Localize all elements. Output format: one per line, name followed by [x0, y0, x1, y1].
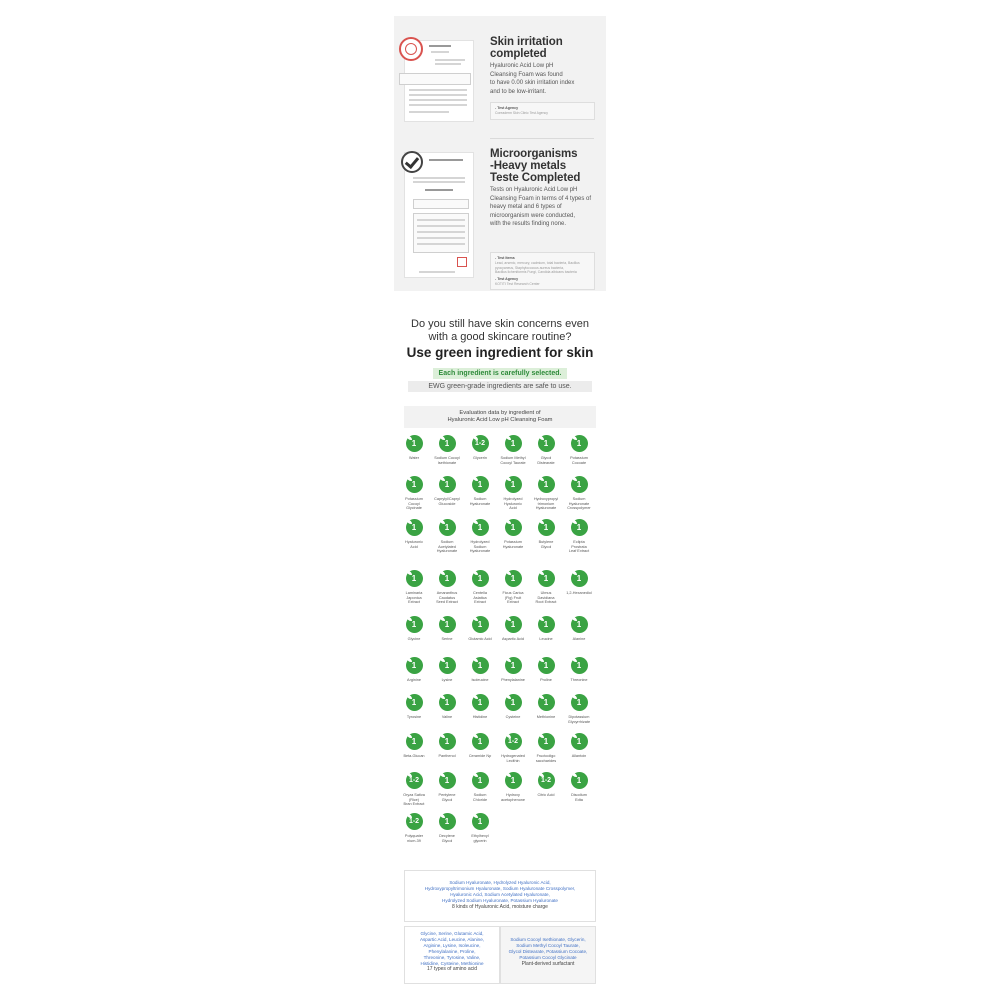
ingredient-name: Methionine — [536, 715, 556, 719]
ingredient-name: Ceramide Np — [468, 754, 492, 758]
ingredient-name: 1,2-Hexanediol — [566, 591, 592, 595]
caption: Plant-derived surfactant — [521, 960, 575, 967]
leaf-icon — [407, 571, 412, 575]
ingredient-item — [466, 616, 494, 642]
leaf-icon — [506, 658, 511, 662]
leaf-icon — [407, 436, 412, 440]
ewg-grade-badge: 1 — [472, 570, 489, 587]
leaf-icon — [407, 477, 412, 481]
ewg-grade-badge: 1 — [439, 435, 456, 452]
leaf-icon — [407, 520, 412, 524]
ingredient-name: Panthenol — [438, 754, 456, 758]
ingredient-name: Hydrolyzed Sodium Hyaluronate — [469, 540, 491, 554]
leaf-icon — [473, 571, 478, 575]
ewg-grade-badge: 1 — [538, 733, 555, 750]
ewg-grade-badge: 1 — [406, 616, 423, 633]
ingredient-item — [565, 657, 593, 683]
ingredient-item — [532, 772, 560, 798]
ingredient-item — [499, 570, 527, 605]
ingredient-name: Hydrogenated Lecithin — [501, 754, 525, 763]
ingredient-item — [565, 694, 593, 724]
leaf-icon — [407, 814, 412, 818]
ingredient-item — [565, 435, 593, 465]
ingredient-name: Glycerin — [473, 456, 487, 460]
microorganisms-test — [394, 138, 606, 291]
leaf-icon — [506, 734, 511, 738]
ewg-grade-badge: 1 — [505, 657, 522, 674]
leaf-icon — [407, 617, 412, 621]
ingredient-name: Sodium Acetylated Hyaluronate — [436, 540, 458, 554]
ingredient-name: Sodium Hyaluronate — [469, 497, 491, 506]
leaf-icon — [440, 658, 445, 662]
leaf-icon — [440, 814, 445, 818]
leaf-icon — [539, 695, 544, 699]
ewg-grade-badge: 1 — [505, 519, 522, 536]
leaf-icon — [572, 617, 577, 621]
leaf-icon — [506, 773, 511, 777]
ingredient-item — [499, 519, 527, 549]
ingredient-name: Leucine — [539, 637, 553, 641]
highlight-ewg: EWG green-grade ingredients are safe to use. — [408, 381, 592, 392]
ingredient-item — [499, 435, 527, 465]
ingredient-name: Disodium Edta — [571, 793, 587, 802]
ingredient-name: Pentylene Glycol — [438, 793, 456, 802]
ewg-grade-badge: 1 — [406, 570, 423, 587]
ingredient-name: Ethylhexyl glycerin — [471, 834, 489, 843]
leaf-icon — [440, 734, 445, 738]
leaf-icon — [572, 477, 577, 481]
ingredient-item — [433, 813, 461, 843]
ingredient-item — [433, 570, 461, 605]
grid-title: Evaluation data by ingredient of Hyaluronic Acid Low pH Cleansing Foam — [404, 406, 596, 428]
leaf-icon — [473, 734, 478, 738]
ingredient-grid — [404, 406, 596, 862]
leaf-icon — [440, 773, 445, 777]
ewg-grade-badge: 1-2 — [406, 772, 423, 789]
ingredient-item — [400, 813, 428, 843]
irritation-report-image — [404, 40, 474, 122]
ingredient-name: Arginine — [407, 678, 421, 682]
ingredient-name: Sodium Chloride — [472, 793, 488, 802]
ingredient-name: Hyaluronic Acid — [405, 540, 423, 549]
leaf-icon — [539, 617, 544, 621]
ewg-grade-badge: 1 — [439, 694, 456, 711]
ingredient-item — [466, 813, 494, 843]
ingredient-item — [532, 570, 560, 605]
page-column — [394, 0, 606, 1000]
leaf-icon — [440, 477, 445, 481]
leaf-icon — [473, 773, 478, 777]
ewg-grade-badge: 1 — [505, 476, 522, 493]
ewg-grade-badge: 1 — [439, 519, 456, 536]
leaf-icon — [572, 658, 577, 662]
ewg-grade-badge: 1 — [538, 570, 555, 587]
ewg-grade-badge: 1-2 — [472, 435, 489, 452]
test-title: Microorganisms -Heavy metals Teste Completed — [490, 148, 581, 184]
ingredient-item — [466, 657, 494, 683]
ingredient-name: Eclipta Prostrata Leaf Extract — [568, 540, 590, 554]
test-results-panel — [394, 16, 606, 291]
test-description: Tests on Hyaluronic Acid Low pH Cleansing Foam in terms of 4 types of heavy metal and 6 types of microorganism were conducted, with the results finding none. — [490, 187, 592, 228]
ingredient-item — [532, 733, 560, 763]
ewg-grade-badge: 1 — [538, 657, 555, 674]
ewg-grade-badge: 1 — [406, 694, 423, 711]
leaf-icon — [473, 477, 478, 481]
ingredient-item — [565, 733, 593, 759]
ewg-grade-badge: 1 — [538, 519, 555, 536]
ingredient-name: Water — [409, 456, 419, 460]
leaf-icon — [440, 571, 445, 575]
ewg-grade-badge: 1 — [439, 772, 456, 789]
ingredient-item — [433, 519, 461, 554]
leaf-icon — [473, 436, 478, 440]
ewg-grade-badge: 1 — [505, 616, 522, 633]
ingredient-name: Amaranthus Caudatus Seed Extract — [436, 591, 458, 605]
ewg-grade-badge: 1 — [439, 733, 456, 750]
leaf-icon — [407, 658, 412, 662]
question-line: with a good skincare routine? — [428, 331, 572, 343]
ewg-grade-badge: 1 — [406, 519, 423, 536]
leaf-icon — [506, 520, 511, 524]
ingredient-name: Allantoin — [571, 754, 587, 758]
leaf-icon — [539, 520, 544, 524]
certification-stamp-icon — [399, 37, 423, 61]
test-title: Skin irritation completed — [490, 36, 563, 60]
ingredient-item — [466, 435, 494, 461]
ewg-grade-badge: 1 — [472, 813, 489, 830]
ingredient-item — [400, 772, 428, 807]
seal-icon — [457, 257, 467, 267]
ingredient-name: Centella Asiatica Extract — [473, 591, 487, 605]
question-line: Do you still have skin concerns even — [411, 318, 589, 330]
ingredient-item — [466, 519, 494, 554]
caption: 17 types of amino acid — [426, 966, 478, 973]
leaf-icon — [539, 773, 544, 777]
ingredient-name: Butylene Glycol — [538, 540, 554, 549]
amino-acid-box: Glycine, Serine, Glutamic Acid, Aspartic Acid, Leucine, Alanine, Arginine, Lysine, Isoleucine, Phenylalanine, Proline, Threonine, Tyrosine, Valine, Histidine, Cysteine, Methionine 17 types of amino acid — [404, 926, 500, 984]
ingredient-item — [499, 694, 527, 720]
headline: Use green ingredient for skin — [406, 345, 594, 360]
plant-surfactant-box: Sodium Cocoyl Isethionate, Glycerin, Sodium Methyl Cocoyl Taurate, Glycol Distearate, Potassium Cocoate, Potassium Cocoyl Glycinate Plant-derived surfactant — [500, 926, 596, 984]
ewg-grade-badge: 1 — [472, 772, 489, 789]
leaf-icon — [440, 695, 445, 699]
ingredient-item — [433, 657, 461, 683]
ewg-grade-badge: 1 — [505, 570, 522, 587]
ewg-grade-badge: 1 — [472, 657, 489, 674]
ewg-grade-badge: 1-2 — [538, 772, 555, 789]
leaf-icon — [506, 436, 511, 440]
ewg-grade-badge: 1 — [406, 657, 423, 674]
ingredient-item — [400, 616, 428, 642]
ewg-grade-badge: 1 — [538, 476, 555, 493]
ewg-grade-badge: 1 — [538, 435, 555, 452]
ingredient-item — [433, 435, 461, 465]
ewg-grade-badge: 1 — [505, 772, 522, 789]
ingredient-item — [565, 476, 593, 511]
ingredient-item — [466, 570, 494, 605]
ingredient-name: Tyrosine — [406, 715, 422, 719]
ewg-grade-badge: 1 — [406, 476, 423, 493]
ewg-grade-badge: 1 — [571, 519, 588, 536]
leaf-icon — [473, 617, 478, 621]
ingredient-item — [466, 694, 494, 720]
leaf-icon — [506, 695, 511, 699]
ingredient-name: Caprylyl/Capryl Glucoside — [434, 497, 460, 506]
ingredient-item — [466, 476, 494, 506]
ingredient-item — [532, 657, 560, 683]
ingredient-name: Beta-Glucan — [403, 754, 425, 758]
ewg-grade-badge: 1 — [472, 519, 489, 536]
ingredient-name: Citric Acid — [537, 793, 555, 797]
ingredient-name: Glutamic Acid — [468, 637, 492, 641]
ingredient-name: Polyquater nium-39 — [404, 834, 424, 843]
ingredient-name: Hydrolyzed Hyaluronic Acid — [503, 497, 523, 511]
leaf-icon — [506, 617, 511, 621]
leaf-icon — [539, 571, 544, 575]
ingredient-name: Laminaria Japonica Extract — [405, 591, 423, 605]
ingredient-name: Potassium Cocoate — [570, 456, 588, 465]
ewg-grade-badge: 1 — [406, 435, 423, 452]
ingredient-name: Aspartic Acid — [502, 637, 524, 641]
caption: 8 kinds of Hyaluronic Acid, moisture charge — [452, 903, 548, 910]
ewg-grade-badge: 1 — [571, 657, 588, 674]
leaf-icon — [473, 814, 478, 818]
leaf-icon — [473, 658, 478, 662]
ewg-grade-badge: 1 — [571, 476, 588, 493]
leaf-icon — [473, 520, 478, 524]
ingredient-item — [499, 733, 527, 763]
ingredient-item — [433, 476, 461, 506]
ingredient-name: Proline — [540, 678, 552, 682]
ingredient-name: Sodium Cocoyl Isethionate — [434, 456, 460, 465]
ingredient-name: Hydroxypropyl trimonium Hyaluronate — [533, 497, 559, 511]
ewg-grade-badge: 1-2 — [406, 813, 423, 830]
ingredient-name: Histidine — [472, 715, 488, 719]
ewg-grade-badge: 1 — [505, 435, 522, 452]
ingredient-item — [499, 772, 527, 802]
ingredient-name: Isoleucine — [471, 678, 489, 682]
ingredient-name: Oryza Sativa (Rice) Bran Extract — [403, 793, 425, 807]
ewg-grade-badge: 1 — [505, 694, 522, 711]
leaf-icon — [440, 436, 445, 440]
ingredient-item — [433, 694, 461, 720]
ingredient-name: Valine — [441, 715, 453, 719]
ewg-grade-badge: 1 — [439, 476, 456, 493]
ingredient-item — [565, 772, 593, 802]
ingredient-item — [400, 519, 428, 549]
ingredient-item — [532, 476, 560, 511]
leaf-icon — [572, 520, 577, 524]
ingredient-item — [433, 772, 461, 802]
ingredient-item — [532, 519, 560, 549]
ingredient-item — [433, 733, 461, 759]
ewg-grade-badge: 1 — [439, 570, 456, 587]
ingredient-name: Glycine — [407, 637, 421, 641]
ewg-grade-badge: 1 — [472, 616, 489, 633]
ingredient-item — [532, 616, 560, 642]
leaf-icon — [407, 773, 412, 777]
leaf-icon — [539, 658, 544, 662]
ingredient-item — [499, 616, 527, 642]
ewg-grade-badge: 1 — [571, 733, 588, 750]
ingredient-name: Serine — [441, 637, 453, 641]
leaf-icon — [572, 571, 577, 575]
ewg-grade-badge: 1 — [571, 616, 588, 633]
ewg-grade-badge: 1 — [571, 772, 588, 789]
ingredient-item — [532, 435, 560, 465]
ingredient-item — [565, 616, 593, 642]
ewg-grade-badge: 1 — [439, 657, 456, 674]
test-description: Hyaluronic Acid Low pH Cleansing Foam was found to have 0.00 skin irritation index and to be low-irritant. — [490, 63, 575, 95]
leaf-icon — [473, 695, 478, 699]
ingredient-name: Decylene Glycol — [439, 834, 455, 843]
ingredient-item — [400, 476, 428, 511]
ingredient-item — [466, 733, 494, 759]
ingredient-item — [400, 570, 428, 605]
leaf-icon — [572, 695, 577, 699]
ingredient-name: Phenylalanine — [501, 678, 525, 682]
microorganism-report-image — [404, 152, 474, 278]
ewg-grade-badge: 1 — [538, 616, 555, 633]
ingredient-item — [400, 694, 428, 720]
ingredient-item — [565, 519, 593, 554]
ewg-grade-badge: 1 — [571, 694, 588, 711]
highlight-selected: Each ingredient is carefully selected. — [433, 368, 567, 379]
ewg-grade-badge: 1 — [571, 435, 588, 452]
ingredient-name: Potassium Hyaluronate — [502, 540, 524, 549]
ingredient-item — [565, 570, 593, 596]
ewg-grade-badge: 1 — [538, 694, 555, 711]
leaf-icon — [572, 773, 577, 777]
ingredient-name: Fructooligo saccharides — [535, 754, 557, 763]
leaf-icon — [572, 734, 577, 738]
ingredient-name: Ficus Carica (Fig) Fruit Extract — [502, 591, 524, 605]
ingredient-name: Threonine — [570, 678, 588, 682]
test-info-box: - Test Items Lead, arsenic, mercury, cadmium, total bacteria, Bacillus pyocyaneus, Staphylococcus aureus bacteria, Bacillus licheniformis Fungi, Candida albicans bacteria - Test Agency KOTITI Test Research Center — [490, 252, 595, 290]
check-stamp-icon — [401, 151, 423, 173]
leaf-icon — [407, 695, 412, 699]
ewg-grade-badge: 1 — [472, 476, 489, 493]
ewg-grade-badge: 1 — [472, 733, 489, 750]
ingredient-name: Glycol Distearate — [537, 456, 555, 465]
ingredient-name: Sodium Hyaluronate Crosspolymer — [567, 497, 591, 511]
hyaluronic-acid-box: Sodium Hyaluronate, Hydrolyzed Hyaluronic Acid, Hydroxypropyltrimonium Hyaluronate, Sodium Hyaluronate Crosspolymer, Hyaluronic Acid, Sodium Acetylated Hyaluronate, Hydrolyzed Sodium Hyaluronate, Potassium Hyaluronate 8 kinds of Hyaluronic Acid, moisture charge — [404, 870, 596, 922]
ingredient-name: Sodium Methyl Cocoyl Taurate — [500, 456, 526, 465]
ewg-grade-badge: 1 — [406, 733, 423, 750]
ingredient-name: Potassium Cocoyl Glycinate — [405, 497, 423, 511]
leaf-icon — [407, 734, 412, 738]
ingredient-item — [532, 694, 560, 720]
test-info-box: - Test Agency Coreaderm Skin Clinic Test Agency — [490, 102, 595, 120]
ingredient-name: Lysine — [441, 678, 453, 682]
leaf-icon — [572, 436, 577, 440]
ingredient-item — [400, 733, 428, 759]
leaf-icon — [440, 617, 445, 621]
ewg-grade-badge: 1 — [472, 694, 489, 711]
leaf-icon — [440, 520, 445, 524]
ingredient-item — [499, 476, 527, 511]
ingredient-name: Dipotassium Glycyrrhizate — [567, 715, 591, 724]
leaf-icon — [539, 477, 544, 481]
ingredient-item — [499, 657, 527, 683]
ewg-grade-badge: 1 — [439, 616, 456, 633]
ewg-grade-badge: 1-2 — [505, 733, 522, 750]
ingredient-name: Cysteine — [505, 715, 521, 719]
ewg-grade-badge: 1 — [571, 570, 588, 587]
leaf-icon — [539, 436, 544, 440]
skin-irritation-test — [394, 16, 606, 138]
leaf-icon — [539, 734, 544, 738]
ingredient-item — [400, 435, 428, 461]
ingredient-name: Ulmus Davidiana Root Extract — [535, 591, 557, 605]
ingredient-name: Alanine — [572, 637, 586, 641]
ingredient-item — [433, 616, 461, 642]
ingredient-name: Hydroxy acetophenone — [500, 793, 526, 802]
ingredient-item — [400, 657, 428, 683]
leaf-icon — [506, 571, 511, 575]
ingredient-item — [466, 772, 494, 802]
ewg-grade-badge: 1 — [439, 813, 456, 830]
leaf-icon — [506, 477, 511, 481]
